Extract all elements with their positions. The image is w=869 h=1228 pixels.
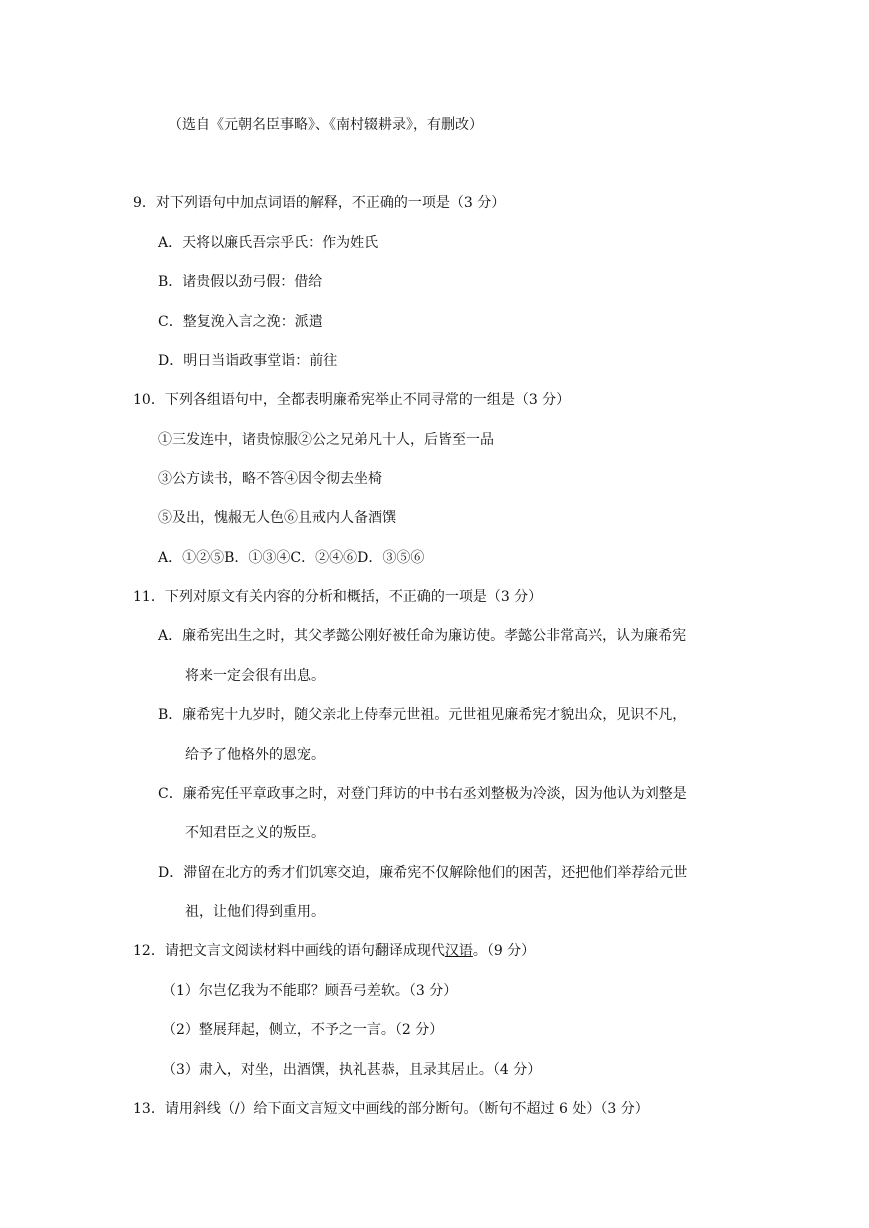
question-11-option-b-line2: 给予了他格外的恩宠。 xyxy=(185,747,325,763)
question-11-option-a-line1: A．廉希宪出生之时，其父孝懿公刚好被任命为廉访使。孝懿公非常高兴，认为廉希宪 xyxy=(158,628,687,644)
question-12-item-2: （2）整展拜起，侧立，不予之一言。（2 分） xyxy=(162,1022,444,1038)
question-9-option-a: A．天将以廉氏吾宗乎氏：作为姓氏 xyxy=(158,235,379,251)
question-11-option-c-line1: C．廉希宪任平章政事之时，对登门拜访的中书右丞刘整极为冷淡，因为他认为刘整是 xyxy=(158,786,687,802)
question-10-stem: 10．下列各组语句中，全都表明廉希宪举止不同寻常的一组是（3 分） xyxy=(133,392,571,408)
question-10-group-3: ⑤及出，愧赧无人色⑥且戒内人备酒馔 xyxy=(158,510,396,526)
question-9-option-d: D．明日当诣政事堂诣：前往 xyxy=(158,353,338,369)
question-12-stem xyxy=(133,941,535,961)
question-9-option-c: C．整复浼入言之浼：派遣 xyxy=(158,314,323,330)
question-10-group-2: ③公方读书，略不答④因令彻去坐椅 xyxy=(158,471,382,487)
question-11-stem: 11．下列对原文有关内容的分析和概括，不正确的一项是（3 分） xyxy=(133,589,543,605)
question-13-stem: 13．请用斜线（/）给下面文言短文中画线的部分断句。（断句不超过 6 处）（3 分） xyxy=(133,1101,649,1117)
question-11-option-d-line2: 祖，让他们得到重用。 xyxy=(185,904,325,920)
source-note: （选自《元朝名臣事略》、《南村辍耕录》，有删改） xyxy=(168,117,483,133)
question-10-group-1: ①三发连中，诸贵惊服②公之兄弟凡十人，后皆至一品 xyxy=(158,432,494,448)
question-11-option-d-line1: D．滞留在北方的秀才们饥寒交迫，廉希宪不仅解除他们的困苦，还把他们举荐给元世 xyxy=(158,865,688,881)
question-12-stem-after: 。（9 分） xyxy=(472,943,536,959)
question-9-stem: 9．对下列语句中加点词语的解释，不正确的一项是（3 分） xyxy=(133,195,506,211)
question-10-answers: A．①②⑤B．①③④C．②④⑥D．③⑤⑥ xyxy=(158,550,425,566)
question-11-option-b-line1: B．廉希宪十九岁时，随父亲北上侍奉元世祖。元世祖见廉希宪才貌出众，见识不凡， xyxy=(158,707,687,723)
question-12-item-1: （1）尔岂亿我为不能耶？顾吾弓差软。（3 分） xyxy=(162,983,458,999)
question-12-stem-underlined: 汉语 xyxy=(444,943,473,959)
question-12-stem-before: 12．请把文言文阅读材料中画线的语句翻译成现代 xyxy=(133,943,445,959)
question-9-option-b: B．诸贵假以劲弓假：借给 xyxy=(158,274,323,290)
question-12-item-3: （3）肃入，对坐，出酒馔，执礼甚恭，且录其居止。（4 分） xyxy=(162,1062,542,1078)
question-11-option-c-line2: 不知君臣之义的叛臣。 xyxy=(185,825,325,841)
question-11-option-a-line2: 将来一定会很有出息。 xyxy=(185,668,325,684)
